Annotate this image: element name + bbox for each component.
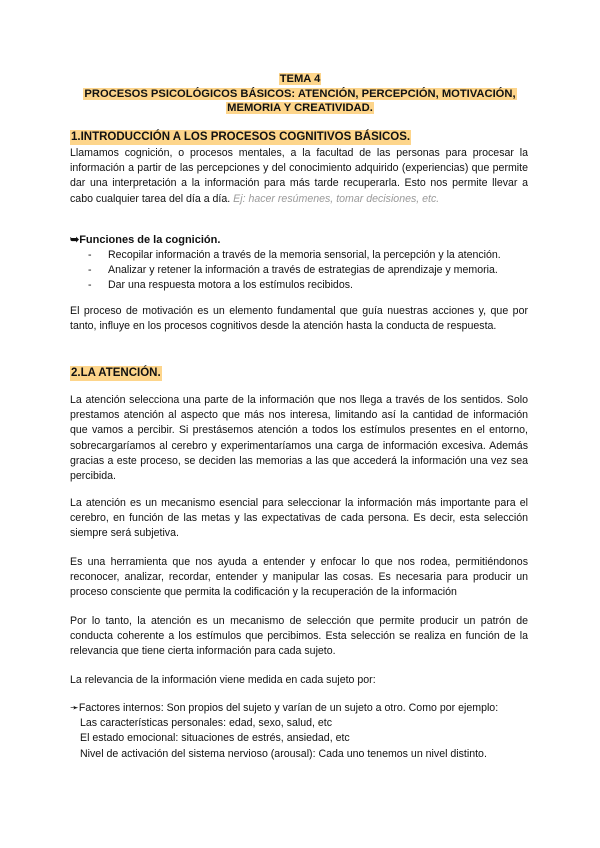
attention-paragraph-1: La atención selecciona una parte de la información que nos llega a través de los sentidos. Solo prestamos atención al aspecto que más nos interesa, limitando así la cantidad de información que vamos a percibir. Si prestásemos atención a todos los estímulos presentes en el entorno, sobrecargaríamos al cerebro y experimentaríamos una carga de información excesiva. Además gracias a este proceso, se deciden las memorias a las que accederá la información una vez sea percibida.: [70, 394, 528, 483]
list-item: - Dar una respuesta motora a los estímulos recibidos.: [88, 278, 501, 293]
motivation-paragraph: El proceso de motivación es un elemento fundamental que guía nuestras acciones y, que por tanto, influye en los procesos cognitivos desde la atención hasta la conducta de respuesta.: [70, 305, 528, 333]
list-item: El estado emocional: situaciones de estrés, ansiedad, etc: [80, 732, 350, 745]
relevance-paragraph: La relevancia de la información viene medida en cada sujeto por:: [70, 674, 376, 686]
section-1-heading: 1.INTRODUCCIÓN A LOS PROCESOS COGNITIVOS BÁSICOS.: [71, 131, 411, 143]
list-item: Nivel de activación del sistema nervioso (arousal): Cada uno tenemos un nivel distinto.: [80, 747, 487, 760]
attention-paragraph-2: La atención es un mecanismo esencial para seleccionar la información más importante para el cerebro, en función de las metas y las expectativas de cada persona. Es decir, esta selección siempre será subjetiva.: [70, 497, 528, 540]
title-line-1: PROCESOS PSICOLÓGICOS BÁSICOS: ATENCIÓN, PERCEPCIÓN, MOTIVACIÓN,: [84, 87, 516, 100]
document-title: [70, 72, 530, 116]
list-item: - Recopilar información a través de la memoria sensorial, la percepción y la atención.: [88, 248, 501, 263]
title-line-2: MEMORIA Y CREATIVIDAD.: [227, 102, 373, 114]
intro-example: Ej: hacer resúmenes, tomar decisiones, etc.: [233, 192, 440, 205]
topic-label: TEMA 4: [279, 73, 321, 85]
internal-factors: [70, 701, 498, 762]
section-2-heading: 2.LA ATENCIÓN.: [71, 367, 161, 379]
factors-line: ➛Factores internos: Son propios del sujeto y varían de un sujeto a otro. Como por ejemplo:: [70, 702, 499, 714]
attention-paragraph-3: Es una herramienta que nos ayuda a entender y enfocar lo que nos rodea, permitiéndonos reconocer, analizar, recordar, entender y manipular las cosas. Es necesaria para producir un proceso consciente que permita la codificación y la recuperación de la información: [70, 556, 528, 599]
intro-text: Llamamos cognición, o procesos mentales, a la facultad de las personas para procesar la información a partir de las percepciones y del conocimiento adquirido (experiencias) que permite dar una interpretación a la información para más tarde recuperarla. Esto nos permite llevar a cabo cualquier tarea del día a día.: [70, 147, 528, 205]
functions-heading: ➥Funciones de la cognición.: [70, 234, 221, 246]
intro-paragraph: [70, 146, 528, 207]
list-item: - Analizar y retener la información a través de estrategias de aprendizaje y memoria.: [88, 263, 501, 278]
attention-paragraph-4: Por lo tanto, la atención es un mecanismo de selección que permite producir un patrón de conducta coherente a los estímulos que percibimos. Esta selección se realiza en función de la relevancia que tiene cierta información para cada sujeto.: [70, 615, 528, 658]
list-item: Las características personales: edad, sexo, salud, etc: [80, 717, 333, 730]
functions-list: [88, 248, 501, 294]
